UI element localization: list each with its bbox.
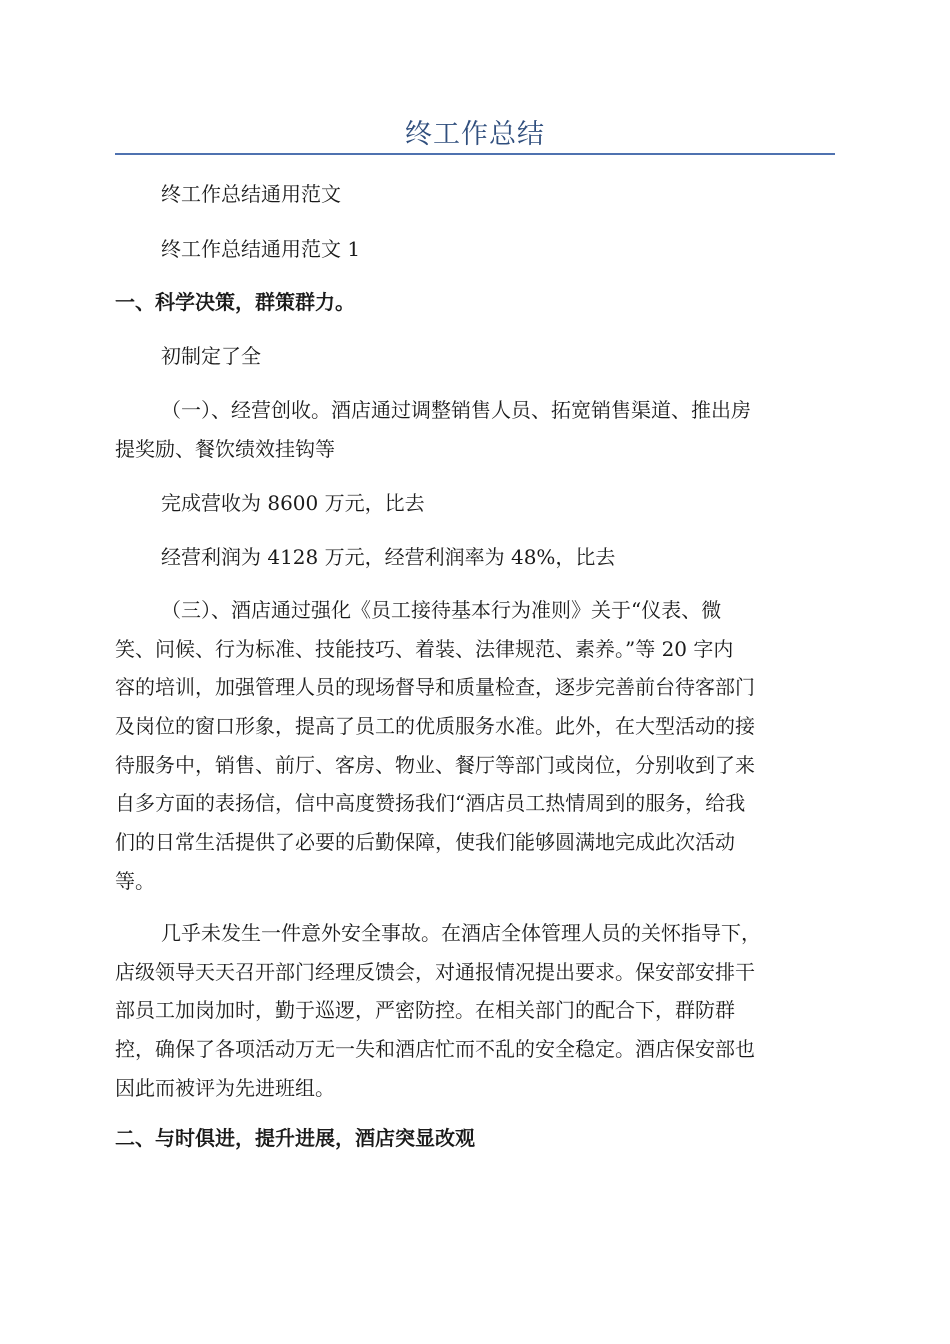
paragraph-1	[115, 391, 835, 468]
paragraph-line: 及岗位的窗口形象，提高了员工的优质服务水准。此外，在大型活动的接	[115, 714, 755, 739]
line-c: 经营利润为 4128 万元，经营利润率为 48%，比去	[161, 545, 616, 569]
paragraph-2	[115, 591, 835, 901]
section-2-heading: 二、与时俱进，提升进展，酒店突显改观	[115, 1126, 475, 1150]
paragraph-line: 控，确保了各项活动万无一失和酒店忙而不乱的安全稳定。酒店保安部也	[115, 1037, 755, 1062]
paragraph-line: 提奖励、餐饮绩效挂钩等	[115, 436, 335, 461]
paragraph-line: 部员工加岗加时，勤于巡逻，严密防控。在相关部门的配合下，群防群	[115, 998, 735, 1023]
title-underline	[115, 153, 835, 155]
paragraph-line: 等。	[115, 868, 155, 893]
paragraph-line: 待服务中，销售、前厅、客房、物业、餐厅等部门或岗位，分别收到了来	[115, 752, 755, 777]
subtitle-line: 终工作总结通用范文	[161, 182, 341, 206]
subtitle-line-2: 终工作总结通用范文 1	[161, 237, 361, 261]
paragraph-3	[115, 914, 835, 1107]
paragraph-line: 容的培训，加强管理人员的现场督导和质量检查，逐步完善前台待客部门	[115, 675, 755, 700]
paragraph-line: 店级领导天天召开部门经理反馈会，对通报情况提出要求。保安部安排干	[115, 959, 755, 984]
paragraph-line: 几乎未发生一件意外安全事故。在酒店全体管理人员的关怀指导下，	[161, 921, 761, 945]
document-title: 终工作总结	[405, 119, 545, 150]
paragraph-line: 们的日常生活提供了必要的后勤保障，使我们能够圆满地完成此次活动	[115, 830, 735, 855]
line-a: 初制定了全	[161, 344, 261, 368]
paragraph-line: 因此而被评为先进班组。	[115, 1075, 335, 1100]
paragraph-line: （一）、经营创收。酒店通过调整销售人员、拓宽销售渠道、推出房	[161, 398, 751, 422]
paragraph-line: （三）、酒店通过强化《员工接待基本行为准则》关于“仪表、微	[161, 598, 722, 622]
line-b: 完成营收为 8600 万元，比去	[161, 491, 425, 515]
paragraph-line: 笑、问候、行为标准、技能技巧、着装、法律规范、素养。”等 20 字内	[115, 636, 734, 661]
paragraph-line: 自多方面的表扬信，信中高度赞扬我们“酒店员工热情周到的服务，给我	[115, 791, 746, 816]
section-1-heading: 一、科学决策，群策群力。	[115, 290, 355, 314]
